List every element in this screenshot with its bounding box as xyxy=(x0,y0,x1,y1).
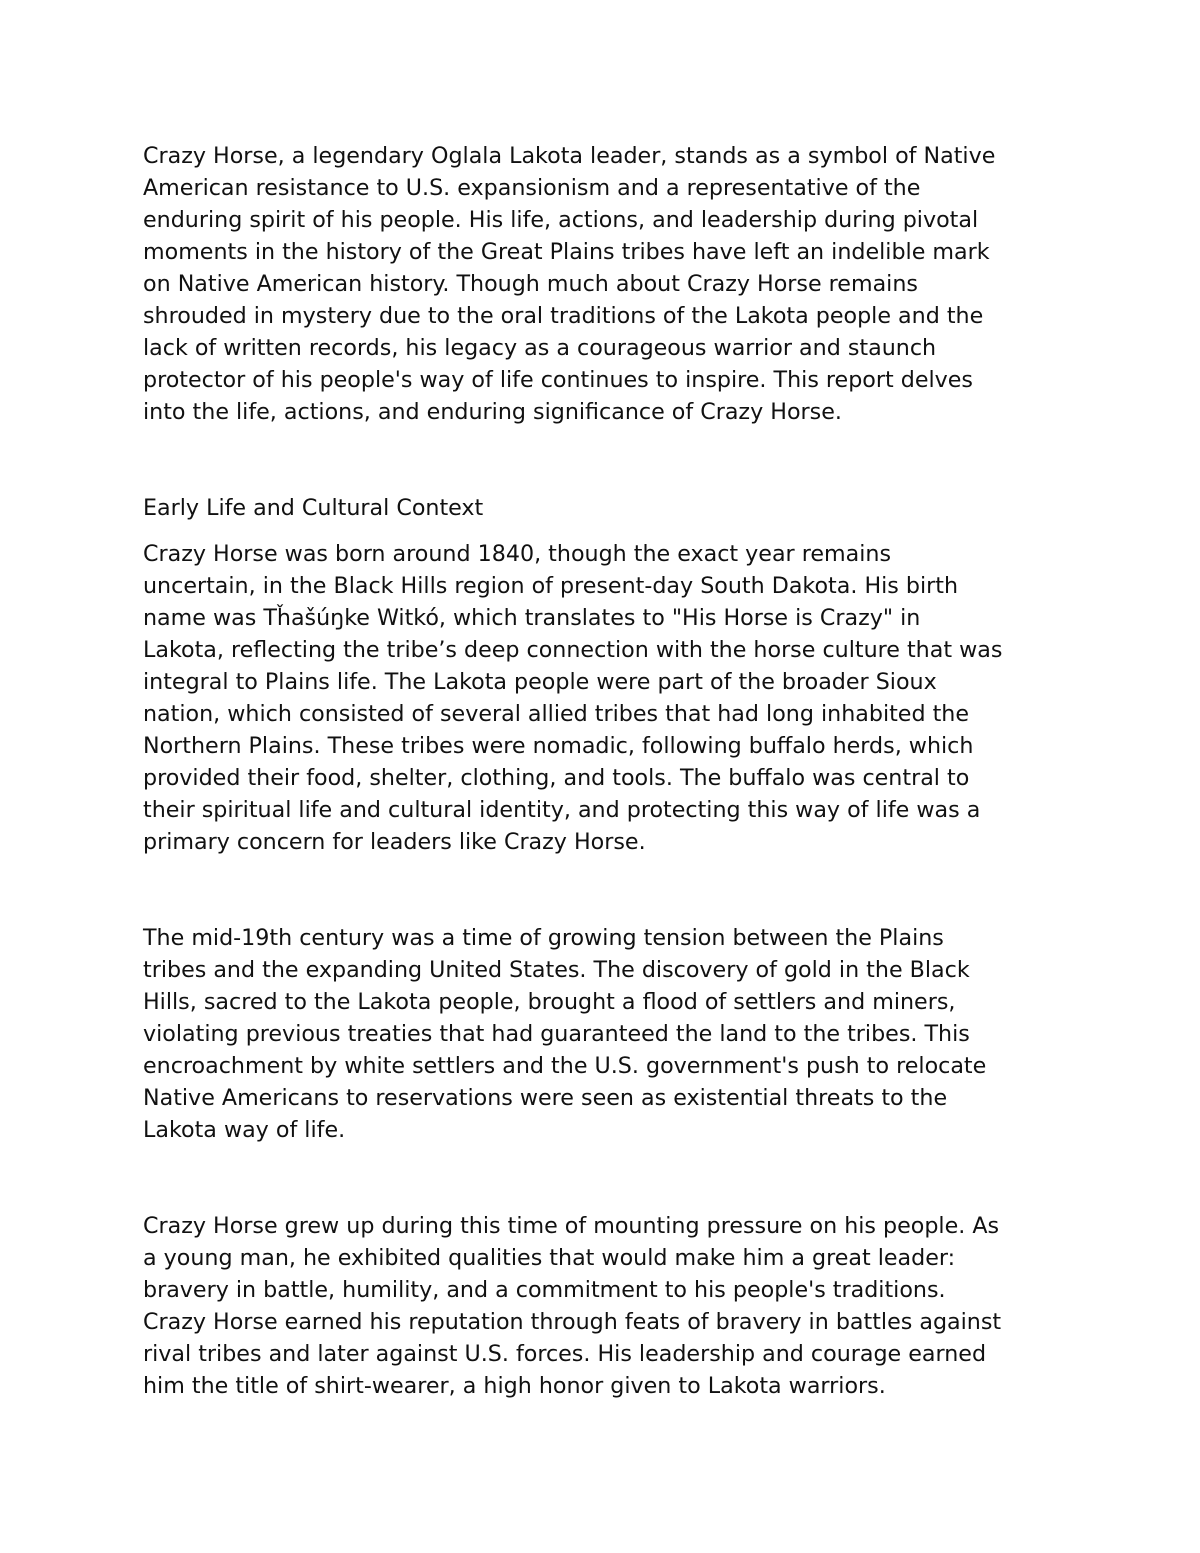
body-paragraph: The mid-19th century was a time of growing tension between the Plains tribes and the expanding United States. The discovery of gold in the Black Hills, sacred to the Lakota people, brought a flood of settlers and miners, violating previous treaties that had guaranteed the land to the tribes. This encroachment by white settlers and the U.S. government's push to relocate Native Americans to reservations were seen as existential threats to the Lakota way of life. xyxy=(143,925,987,1143)
document-body xyxy=(143,140,1063,1402)
section-heading: Early Life and Cultural Context xyxy=(143,495,484,521)
body-paragraph: Crazy Horse grew up during this time of mounting pressure on his people. As a young man, he exhibited qualities that would make him a great leader: bravery in battle, humility, and a commitment to his people's traditions. Crazy Horse earned his reputation through feats of bravery in battles against rival tribes and later against U.S. forces. His leadership and courage earned him the title of shirt-wearer, a high honor given to Lakota warriors. xyxy=(143,1213,1002,1399)
body-paragraph: Crazy Horse was born around 1840, though the exact year remains uncertain, in the Black Hills region of present-day South Dakota. His birth name was Tȟašúŋke Witkó, which translates to "His Horse is Crazy" in Lakota, reflecting the tribe’s deep connection with the horse culture that was integral to Plains life. The Lakota people were part of the broader Sioux nation, which consisted of several allied tribes that had long inhabited the Northern Plains. These tribes were nomadic, following buffalo herds, which provided their food, shelter, clothing, and tools. The buffalo was central to their spiritual life and cultural identity, and protecting this way of life was a primary concern for leaders like Crazy Horse. xyxy=(143,541,1003,855)
intro-paragraph: Crazy Horse, a legendary Oglala Lakota leader, stands as a symbol of Native American resistance to U.S. expansionism and a representative of the enduring spirit of his people. His life, actions, and leadership during pivotal moments in the history of the Great Plains tribes have left an indelible mark on Native American history. Though much about Crazy Horse remains shrouded in mystery due to the oral traditions of the Lakota people and the lack of written records, his legacy as a courageous warrior and staunch protector of his people's way of life continues to inspire. This report delves into the life, actions, and enduring significance of Crazy Horse. xyxy=(143,143,996,425)
